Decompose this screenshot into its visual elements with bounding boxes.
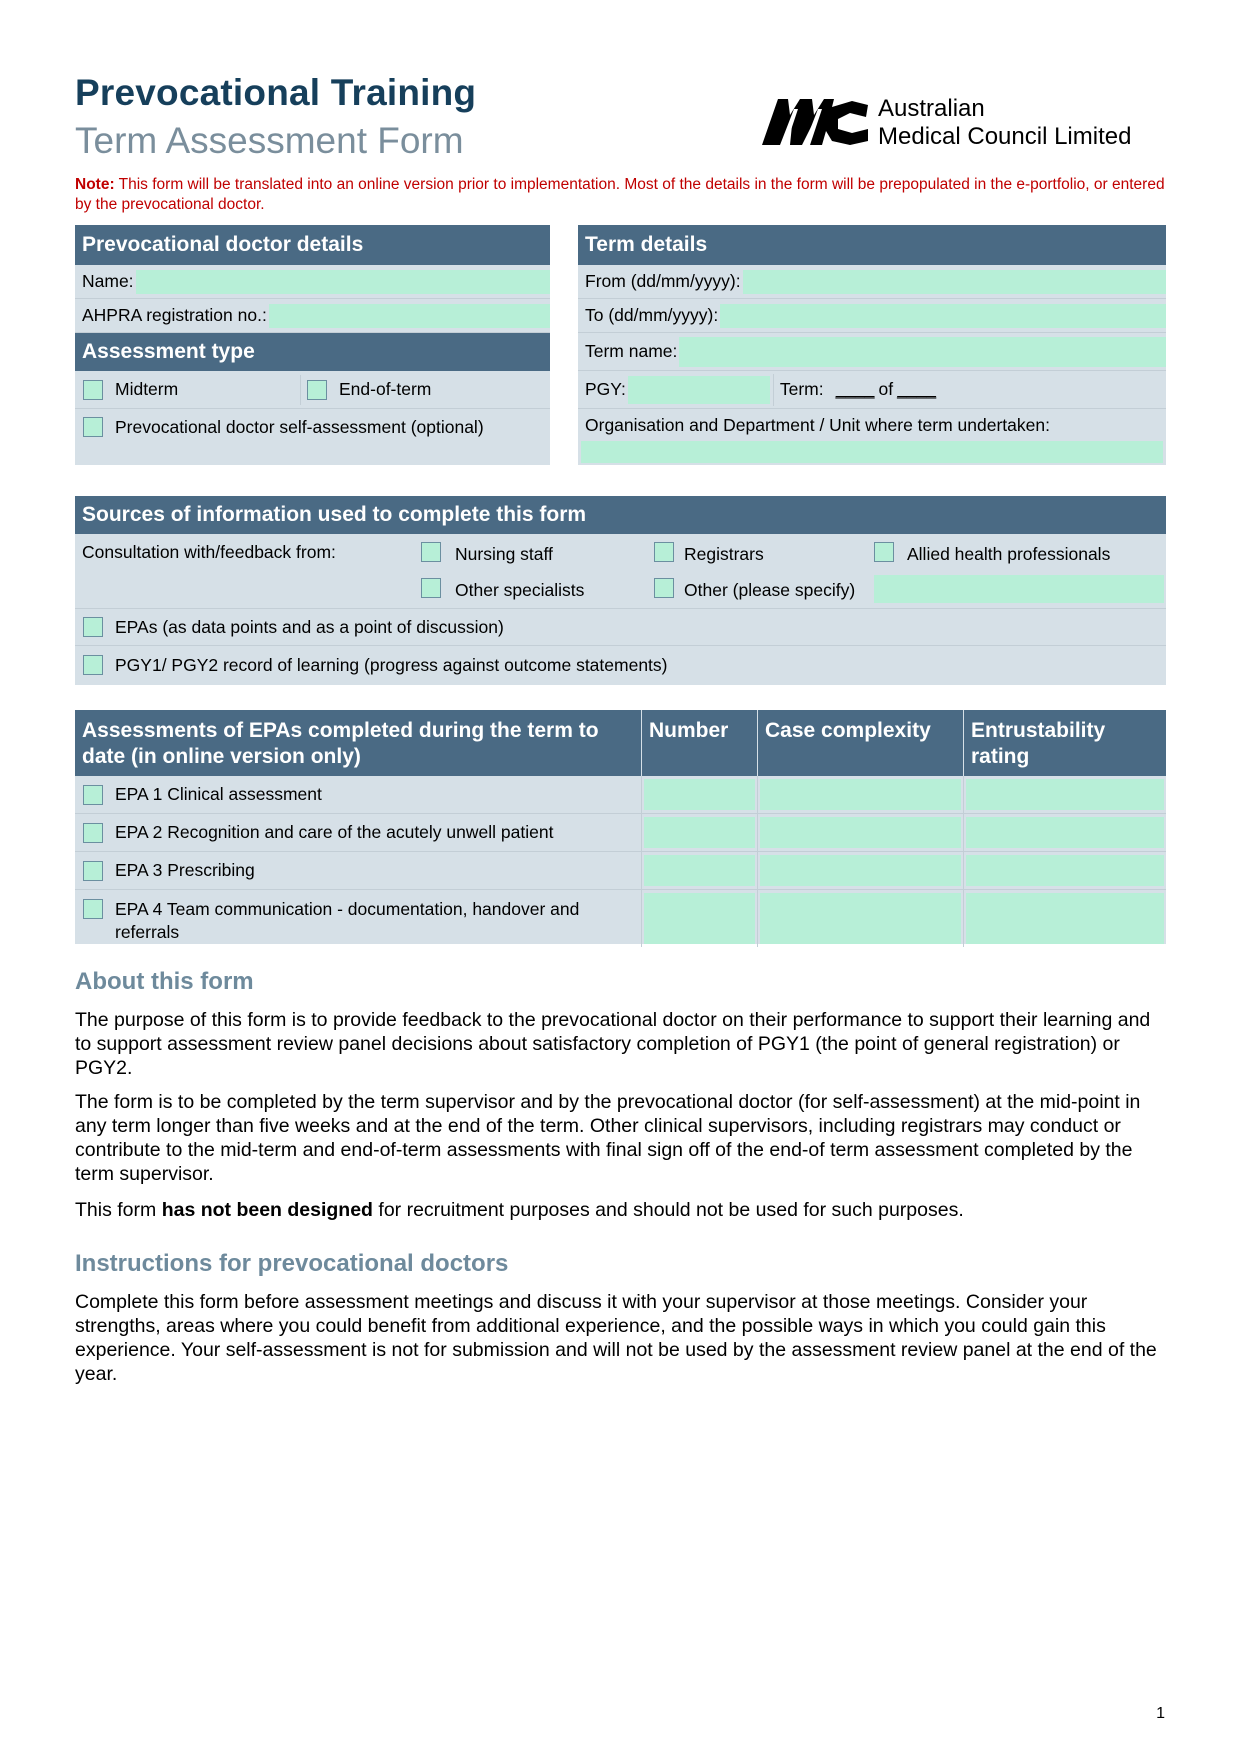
logo-text-line1: Australian bbox=[878, 95, 985, 122]
entrustability-cell bbox=[964, 890, 1166, 947]
other-specify-field[interactable] bbox=[874, 575, 1164, 603]
from-label: From (dd/mm/yyyy): bbox=[585, 271, 741, 291]
complexity-cell bbox=[758, 852, 964, 889]
epa-table-header bbox=[75, 710, 1166, 776]
term-total-blank[interactable]: ____ bbox=[897, 379, 937, 399]
table-row bbox=[75, 852, 1166, 890]
epa-cell bbox=[75, 776, 642, 813]
to-row bbox=[578, 299, 1166, 333]
about-paragraph-1: The purpose of this form is to provide feedback to the prevocational doctor on their performance to support their learning and to support assessment review panel decisions about satisfactory completion of PGY1 (the point of general registration) or PGY2. bbox=[75, 1009, 1151, 1079]
assessment-type-header: Assessment type bbox=[75, 333, 550, 371]
assessment-type-row bbox=[75, 371, 550, 409]
term-details-panel bbox=[578, 225, 1166, 465]
number-col-header: Number bbox=[642, 710, 758, 776]
note-label: Note: bbox=[75, 176, 115, 193]
about-heading: About this form bbox=[75, 968, 254, 995]
allied-health-checkbox[interactable] bbox=[874, 542, 894, 562]
organisation-field[interactable] bbox=[581, 441, 1163, 463]
consultation-block bbox=[75, 534, 1166, 609]
name-label: Name: bbox=[82, 271, 134, 291]
ahpra-row bbox=[75, 299, 550, 333]
table-row bbox=[75, 814, 1166, 852]
complexity-cell bbox=[758, 776, 964, 813]
about-paragraph-2: The form is to be completed by the term supervisor and by the prevocational doctor (for self-assessment) at the mid-point in any term longer than five weeks and at the end of the term. Other clinical supervisors, including registrars may conduct or contribute to the mid-term and end-of-term assessments with final sign off of the end-of term assessment completed by the term supervisor. bbox=[75, 1091, 1141, 1185]
nursing-staff-checkbox[interactable] bbox=[421, 542, 441, 562]
allied-health-label: Allied health professionals bbox=[907, 544, 1111, 564]
number-cell bbox=[642, 852, 758, 889]
self-assessment-row bbox=[75, 409, 550, 445]
from-row bbox=[578, 265, 1166, 299]
epa2-complexity-field[interactable] bbox=[760, 817, 961, 848]
number-cell bbox=[642, 776, 758, 813]
form-title: Prevocational Training bbox=[75, 72, 477, 113]
epa3-checkbox[interactable] bbox=[83, 861, 103, 881]
epa1-label: EPA 1 Clinical assessment bbox=[115, 784, 322, 804]
epa4-number-field[interactable] bbox=[644, 893, 755, 944]
about-p3-post: for recruitment purposes and should not be used for such purposes. bbox=[372, 1199, 964, 1221]
epas-row bbox=[75, 609, 1166, 646]
registrars-label: Registrars bbox=[684, 544, 764, 564]
complexity-cell bbox=[758, 890, 964, 947]
doctor-details-panel bbox=[75, 225, 550, 465]
instructions-heading: Instructions for prevocational doctors bbox=[75, 1250, 509, 1277]
term-name-label: Term name: bbox=[585, 341, 678, 361]
epas-label: EPAs (as data points and as a point of discussion) bbox=[115, 616, 504, 637]
other-specify-label: Other (please specify) bbox=[684, 580, 856, 600]
epa2-label: EPA 2 Recognition and care of the acutely unwell patient bbox=[115, 822, 554, 842]
form-subtitle: Term Assessment Form bbox=[75, 120, 464, 161]
term-label: Term: bbox=[779, 379, 824, 399]
term-name-field[interactable] bbox=[679, 337, 1166, 367]
epa3-entrustability-field[interactable] bbox=[966, 855, 1164, 886]
epa2-checkbox[interactable] bbox=[83, 823, 103, 843]
epa-cell bbox=[75, 814, 642, 851]
entrustability-cell bbox=[964, 852, 1166, 889]
self-assessment-label: Prevocational doctor self-assessment (optional) bbox=[115, 416, 484, 437]
midterm-checkbox[interactable] bbox=[83, 380, 103, 400]
sources-header: Sources of information used to complete this form bbox=[75, 496, 1166, 534]
number-cell bbox=[642, 814, 758, 851]
record-label: PGY1/ PGY2 record of learning (progress against outcome statements) bbox=[115, 654, 668, 675]
organisation-label: Organisation and Department / Unit where term undertaken: bbox=[585, 415, 1050, 435]
midterm-label: Midterm bbox=[115, 379, 179, 399]
amc-logo-icon bbox=[760, 95, 870, 147]
ahpra-field[interactable] bbox=[269, 304, 550, 328]
instructions-paragraph: Complete this form before assessment meetings and discuss it with your supervisor at those meetings. Consider your strengths, areas where you could benefit from additional experience, and the possible ways in which you could gain this experience. Your self-assessment is not for submission and will not be used by the assessment review panel at the end of the year. bbox=[75, 1291, 1157, 1385]
note-text: This form will be translated into an online version prior to implementation. Most of the details in the form will be prepopulated in the e-portfolio, or entered by the prevocational doctor. bbox=[75, 176, 1165, 213]
note bbox=[75, 175, 1175, 215]
term-number-blank[interactable]: ____ bbox=[835, 379, 875, 399]
page-number: 1 bbox=[1156, 1705, 1165, 1722]
epa-cell bbox=[75, 852, 642, 889]
end-of-term-label: End-of-term bbox=[339, 379, 432, 399]
logo-text-line2: Medical Council Limited bbox=[878, 123, 1132, 150]
epa2-entrustability-field[interactable] bbox=[966, 817, 1164, 848]
epa4-checkbox[interactable] bbox=[83, 899, 103, 919]
epa2-number-field[interactable] bbox=[644, 817, 755, 848]
record-row bbox=[75, 646, 1166, 684]
pgy-row bbox=[578, 371, 1166, 409]
entrustability-cell bbox=[964, 814, 1166, 851]
complexity-cell bbox=[758, 814, 964, 851]
epa1-checkbox[interactable] bbox=[83, 785, 103, 805]
epa4-entrustability-field[interactable] bbox=[966, 893, 1164, 944]
nursing-staff-label: Nursing staff bbox=[455, 544, 553, 564]
record-checkbox[interactable] bbox=[83, 655, 103, 675]
to-date-field[interactable] bbox=[720, 304, 1166, 328]
epa-cell bbox=[75, 890, 642, 947]
other-specialists-label: Other specialists bbox=[455, 580, 585, 600]
table-row bbox=[75, 890, 1166, 947]
table-row bbox=[75, 776, 1166, 814]
about-paragraph-3 bbox=[75, 1198, 1165, 1222]
number-cell bbox=[642, 890, 758, 947]
pgy-field[interactable] bbox=[628, 376, 770, 404]
epa4-label: EPA 4 Team communication - documentation, handover and referrals bbox=[115, 899, 580, 942]
epa3-number-field[interactable] bbox=[644, 855, 755, 886]
epa1-entrustability-field[interactable] bbox=[966, 779, 1164, 810]
registrars-checkbox[interactable] bbox=[654, 542, 674, 562]
pgy-label: PGY: bbox=[585, 379, 626, 399]
about-p3-pre: This form bbox=[75, 1199, 162, 1221]
to-label: To (dd/mm/yyyy): bbox=[585, 305, 719, 325]
consultation-label: Consultation with/feedback from: bbox=[82, 542, 336, 562]
epa3-label: EPA 3 Prescribing bbox=[115, 860, 255, 880]
self-assessment-checkbox[interactable] bbox=[83, 417, 103, 437]
divider bbox=[773, 374, 774, 406]
other-specify-checkbox[interactable] bbox=[654, 578, 674, 598]
epa-col-header: Assessments of EPAs completed during the term to date (in online version only) bbox=[75, 710, 642, 776]
name-row bbox=[75, 265, 550, 299]
doctor-details-header: Prevocational doctor details bbox=[75, 225, 550, 265]
of-label: of bbox=[878, 379, 894, 399]
divider bbox=[300, 375, 301, 405]
epa1-number-field[interactable] bbox=[644, 779, 755, 810]
complexity-col-header: Case complexity bbox=[758, 710, 964, 776]
from-date-field[interactable] bbox=[743, 270, 1166, 294]
end-of-term-checkbox[interactable] bbox=[307, 380, 327, 400]
epa1-complexity-field[interactable] bbox=[760, 779, 961, 810]
amc-logo bbox=[760, 95, 1160, 151]
epa-table bbox=[75, 710, 1166, 944]
entrustability-col-header: Entrustability rating bbox=[971, 719, 1106, 768]
other-specialists-checkbox[interactable] bbox=[421, 578, 441, 598]
epa3-complexity-field[interactable] bbox=[760, 855, 961, 886]
term-details-header: Term details bbox=[578, 225, 1166, 265]
epas-checkbox[interactable] bbox=[83, 617, 103, 637]
name-field[interactable] bbox=[136, 270, 550, 294]
epa4-complexity-field[interactable] bbox=[760, 893, 961, 944]
entrustability-cell bbox=[964, 776, 1166, 813]
about-p3-bold: has not been designed bbox=[161, 1199, 373, 1221]
term-name-row bbox=[578, 333, 1166, 371]
ahpra-label: AHPRA registration no.: bbox=[82, 305, 267, 325]
sources-panel bbox=[75, 496, 1166, 685]
